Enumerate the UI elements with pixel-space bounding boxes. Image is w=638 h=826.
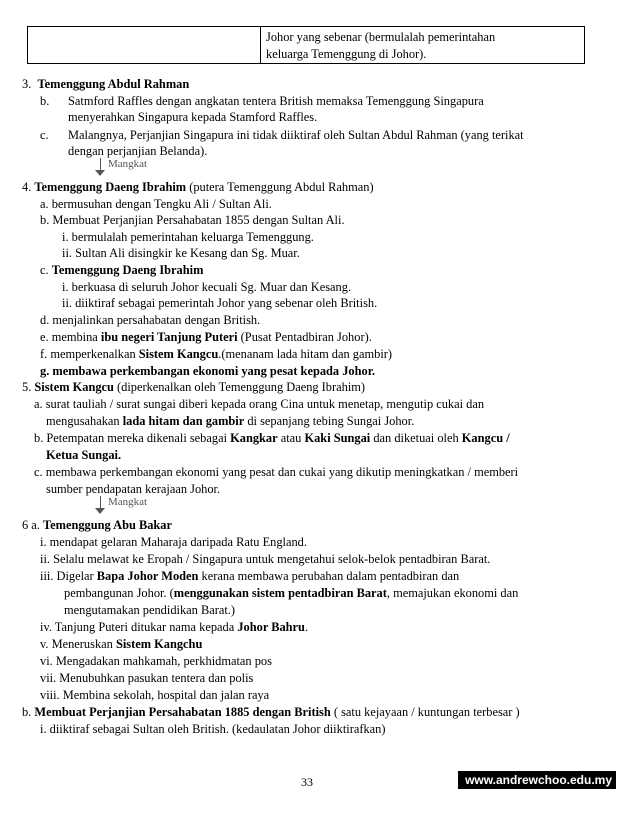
- list-marker: c.: [40, 128, 49, 142]
- page-number: 33: [301, 775, 313, 789]
- list-item-text: ii. Selalu melawat ke Eropah / Singapura untuk mengetahui selok-belok pentadbiran Barat.: [40, 552, 491, 566]
- list-item-text: a. bermusuhan dengan Tengku Ali / Sultan Ali.: [40, 197, 272, 211]
- list-item-text: mengusahakan lada hitam dan gambir di sepanjang tebing Sungai Johor.: [46, 414, 415, 428]
- list-item-text: b. Petempatan mereka dikenali sebagai Kangkar atau Kaki Sungai dan diketuai oleh Kangcu /: [34, 431, 510, 445]
- list-item-text: viii. Membina sekolah, hospital dan jalan raya: [40, 688, 270, 702]
- website-link[interactable]: www.andrewchoo.edu.my: [458, 771, 616, 789]
- list-item-text: b. Membuat Perjanjian Persahabatan 1855 dengan Sultan Ali.: [40, 213, 345, 227]
- arrow-label: Mangkat: [108, 496, 148, 508]
- list-item-text: vi. Mengadakan mahkamah, perkhidmatan pos: [40, 654, 272, 668]
- list-item-text: i. bermulalah pemerintahan keluarga Temenggung.: [62, 230, 314, 244]
- list-item-text: Malangnya, Perjanjian Singapura ini tidak diiktiraf oleh Sultan Abdul Rahman (yang terikat: [68, 128, 524, 142]
- section-3-heading: 3. Temenggung Abdul Rahman: [22, 77, 190, 91]
- list-marker: b.: [40, 94, 50, 108]
- list-item-text: i. mendapat gelaran Maharaja daripada Ratu England.: [40, 535, 307, 549]
- list-item-text: e. membina ibu negeri Tanjung Puteri (Pusat Pentadbiran Johor).: [40, 330, 372, 344]
- list-item-text: menyerahkan Singapura kepada Stamford Raffles.: [68, 110, 318, 124]
- table-text-line: keluarga Temenggung di Johor).: [266, 47, 427, 61]
- list-item-text: d. menjalinkan persahabatan dengan British.: [40, 313, 261, 327]
- list-item-text: dengan perjanjian Belanda).: [68, 144, 208, 158]
- list-item-text: iv. Tanjung Puteri ditukar nama kepada Johor Bahru.: [40, 620, 309, 634]
- list-item-text: a. surat tauliah / surat sungai diberi kepada orang Cina untuk menetap, mengutip cukai dan: [34, 397, 485, 411]
- list-item-text: ii. diiktiraf sebagai pemerintah Johor yang sebenar oleh British.: [62, 296, 378, 310]
- list-item-text: c. Temenggung Daeng Ibrahim: [40, 263, 204, 277]
- list-item-text: sumber pendapatan kerajaan Johor.: [46, 482, 221, 496]
- section-5-heading: 5. Sistem Kangcu (diperkenalkan oleh Temenggung Daeng Ibrahim): [22, 380, 366, 394]
- list-item-text: iii. Digelar Bapa Johor Moden kerana membawa perubahan dalam pentadbiran dan: [40, 569, 460, 583]
- section-6-heading: 6 a. Temenggung Abu Bakar: [22, 518, 172, 532]
- list-item-text: i. diiktiraf sebagai Sultan oleh British. (kedaulatan Johor diiktirafkan): [40, 722, 386, 736]
- list-item-text: v. Meneruskan Sistem Kangchu: [40, 637, 203, 651]
- list-item-text: f. memperkenalkan Sistem Kangcu.(menanam lada hitam dan gambir): [40, 347, 393, 361]
- section-4-heading: 4. Temenggung Daeng Ibrahim (putera Temenggung Abdul Rahman): [22, 180, 374, 194]
- list-item-text: vii. Menubuhkan pasukan tentera dan polis: [40, 671, 254, 685]
- arrow-label: Mangkat: [108, 158, 148, 170]
- list-item-text: ii. Sultan Ali disingkir ke Kesang dan Sg. Muar.: [62, 246, 300, 260]
- list-item-text: c. membawa perkembangan ekonomi yang pesat dan cukai yang dikutip meningkatkan / memberi: [34, 465, 519, 479]
- list-item-text: b. Membuat Perjanjian Persahabatan 1885 dengan British ( satu kejayaan / kuntungan terbesar ): [22, 705, 520, 719]
- list-item-text: mengutamakan pendidikan Barat.): [64, 603, 236, 617]
- table-text-line: Johor yang sebenar (bermulalah pemerintahan: [266, 30, 496, 44]
- list-item-text: g. membawa perkembangan ekonomi yang pesat kepada Johor.: [40, 364, 376, 378]
- list-item-text: Satmford Raffles dengan angkatan tentera British memaksa Temenggung Singapura: [68, 94, 484, 108]
- list-item-text: pembangunan Johor. (menggunakan sistem pentadbiran Barat, memajukan ekonomi dan: [64, 586, 519, 600]
- list-item-text: Ketua Sungai.: [46, 448, 122, 462]
- list-item-text: i. berkuasa di seluruh Johor kecuali Sg. Muar dan Kesang.: [62, 280, 352, 294]
